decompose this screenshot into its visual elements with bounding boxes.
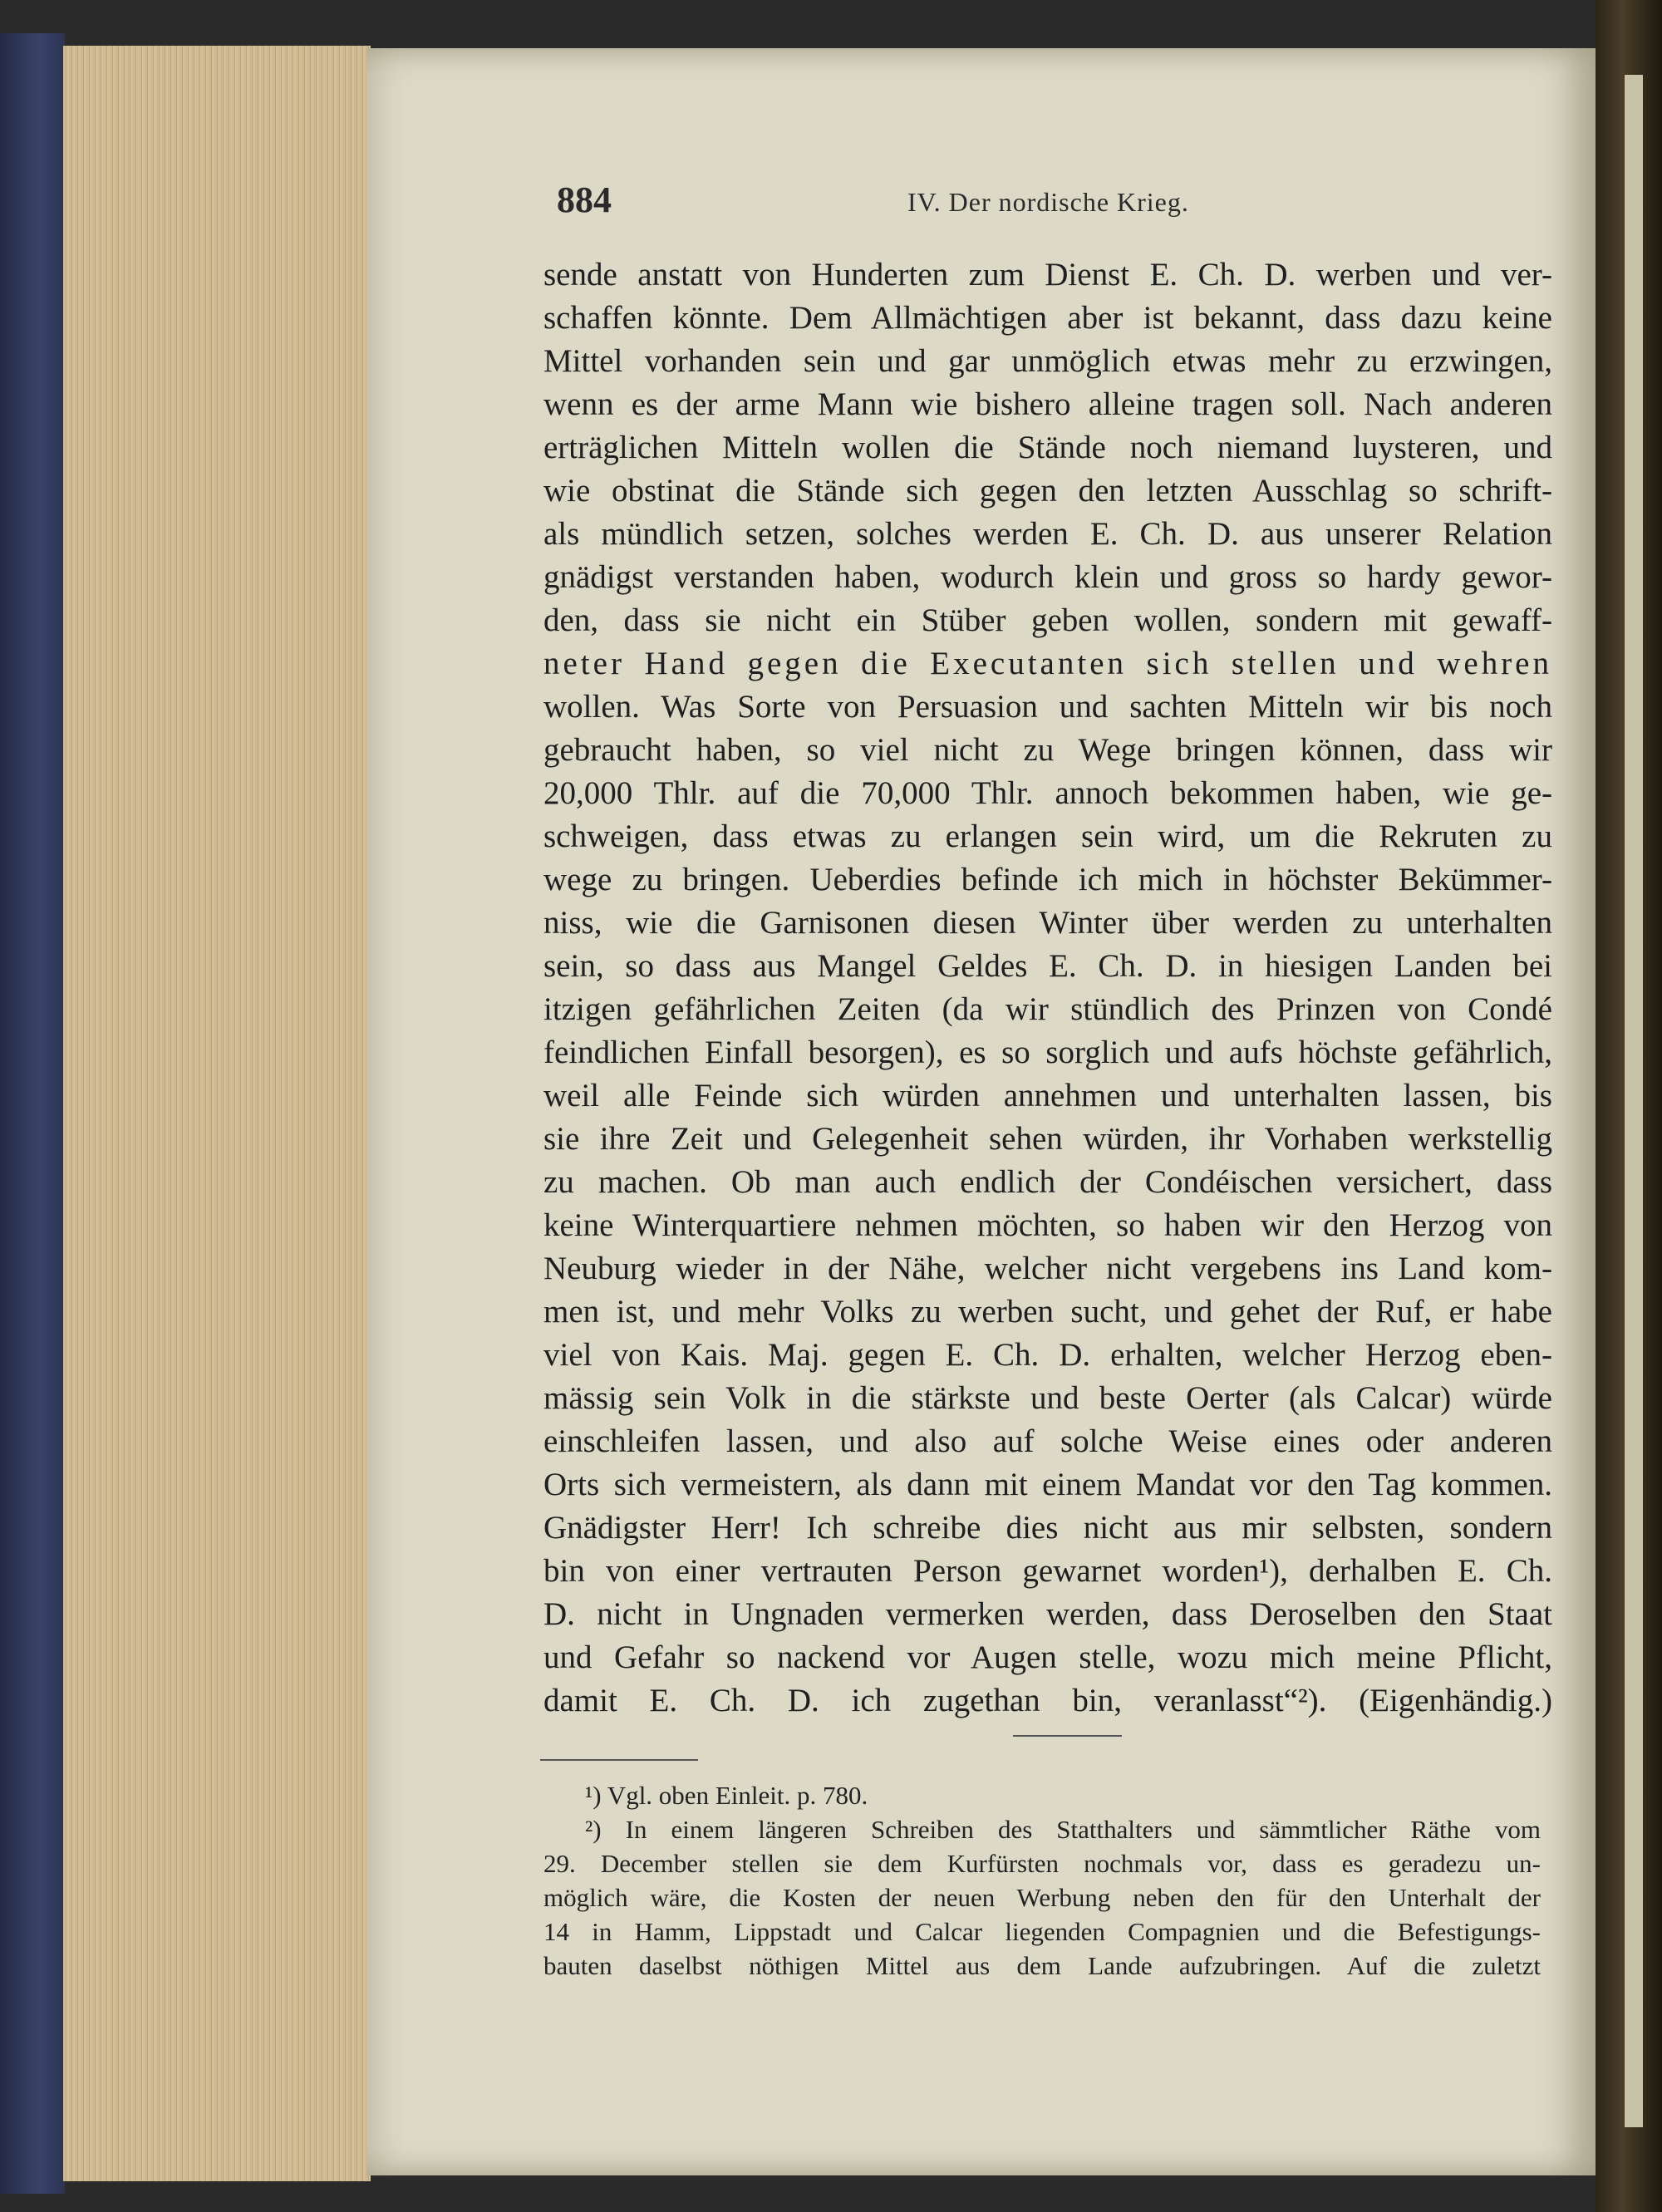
text-line: schweigen, dass etwas zu erlangen sein wird, um die Rekruten zu [543, 818, 1552, 854]
running-title: IV. Der nordische Krieg. [907, 187, 1189, 217]
body-text [543, 253, 1552, 1723]
footnote-start: ¹) Vgl. oben Einleit. p. 780. [585, 1781, 868, 1810]
footnote-rule [540, 1759, 698, 1761]
page-number: 884 [557, 179, 612, 220]
text-line: Gnädigster Herr! Ich schreibe dies nicht aus mir selbsten, sondern [543, 1510, 1552, 1546]
text-line: bin von einer vertrauten Person gewarnet worden¹), derhalben E. Ch. [543, 1553, 1552, 1589]
text-line: weil alle Feinde sich würden annehmen und unterhalten lassen, bis [543, 1078, 1552, 1113]
footnote-line: 14 in Hamm, Lippstadt und Calcar liegenden Compagnien und die Befestigungs- [543, 1917, 1541, 1946]
text-line: wege zu bringen. Ueberdies befinde ich mich in höchster Bekümmer- [543, 862, 1552, 897]
section-end-rule [1013, 1735, 1122, 1737]
text-line: 20,000 Thlr. auf die 70,000 Thlr. annoch bekommen haben, wie ge- [543, 775, 1552, 811]
text-line: feindlichen Einfall besorgen), es so sorglich und aufs höchste gefährlich, [543, 1035, 1552, 1070]
page-stack-edge [63, 46, 371, 2181]
footnotes [543, 1778, 1541, 1983]
text-line: als mündlich setzen, solches werden E. Ch. D. aus unserer Relation [543, 516, 1552, 552]
text-line: zu machen. Ob man auch endlich der Condéischen versichert, dass [543, 1164, 1552, 1200]
footnote-line: bauten daselbst nöthigen Mittel aus dem Lande aufzubringen. Auf die zuletzt [543, 1951, 1541, 1980]
book-cover-edge [0, 33, 65, 2194]
footnote-line: möglich wäre, die Kosten der neuen Werbung neben den für den Unterhalt der [543, 1883, 1541, 1912]
text-line: gnädigst verstanden haben, wodurch klein und gross so hardy gewor- [543, 559, 1552, 595]
text-line: sende anstatt von Hunderten zum Dienst E. Ch. D. werben und ver- [543, 257, 1552, 292]
text-line: Mittel vorhanden sein und gar unmöglich etwas mehr zu erzwingen, [543, 343, 1552, 379]
text-line: neter Hand gegen die Executanten sich stellen und wehren [543, 646, 1552, 681]
text-line: gebraucht haben, so viel nicht zu Wege bringen können, dass wir [543, 732, 1552, 768]
running-header [543, 179, 1552, 229]
footnote-start: ²) In einem längeren Schreiben des Statthalters und sämmtlicher Räthe vom [585, 1815, 1541, 1844]
text-line: viel von Kais. Maj. gegen E. Ch. D. erhalten, welcher Herzog eben- [543, 1337, 1552, 1373]
text-line: einschleifen lassen, und also auf solche Weise eines oder anderen [543, 1423, 1552, 1459]
text-line: den, dass sie nicht ein Stüber geben wollen, sondern mit gewaff- [543, 602, 1552, 638]
text-line: itzigen gefährlichen Zeiten (da wir stündlich des Prinzen von Condé [543, 991, 1552, 1027]
text-line: niss, wie die Garnisonen diesen Winter über werden zu unterhalten [543, 905, 1552, 941]
text-line: mässig sein Volk in die stärkste und beste Oerter (als Calcar) würde [543, 1380, 1552, 1416]
text-line: D. nicht in Ungnaden vermerken werden, dass Deroselben den Staat [543, 1596, 1552, 1632]
text-line: erträglichen Mitteln wollen die Stände noch niemand luysteren, und [543, 430, 1552, 465]
text-line: damit E. Ch. D. ich zugethan bin, veranlasst“²). (Eigenhändig.) [543, 1683, 1552, 1718]
text-line: schaffen könnte. Dem Allmächtigen aber ist bekannt, dass dazu keine [543, 300, 1552, 336]
text-line: wenn es der arme Mann wie bishero alleine tragen soll. Nach anderen [543, 386, 1552, 422]
text-line: men ist, und mehr Volks zu werben sucht, und gehet der Ruf, er habe [543, 1294, 1552, 1330]
text-line: sie ihre Zeit und Gelegenheit sehen würden, ihr Vorhaben werkstellig [543, 1121, 1552, 1157]
facing-page-edge [1625, 75, 1643, 2127]
text-line: keine Winterquartiere nehmen möchten, so haben wir den Herzog von [543, 1207, 1552, 1243]
text-line: wollen. Was Sorte von Persuasion und sachten Mitteln wir bis noch [543, 689, 1552, 725]
text-line: und Gefahr so nackend vor Augen stelle, wozu mich meine Pflicht, [543, 1639, 1552, 1675]
text-line: sein, so dass aus Mangel Geldes E. Ch. D. in hiesigen Landen bei [543, 948, 1552, 984]
footnote-line: 29. December stellen sie dem Kurfürsten nochmals vor, dass es geradezu un- [543, 1849, 1541, 1878]
text-line: Orts sich vermeistern, als dann mit einem Mandat vor den Tag kommen. [543, 1467, 1552, 1502]
text-line: Neuburg wieder in der Nähe, welcher nicht vergebens ins Land kom- [543, 1251, 1552, 1286]
text-line: wie obstinat die Stände sich gegen den letzten Ausschlag so schrift- [543, 473, 1552, 509]
